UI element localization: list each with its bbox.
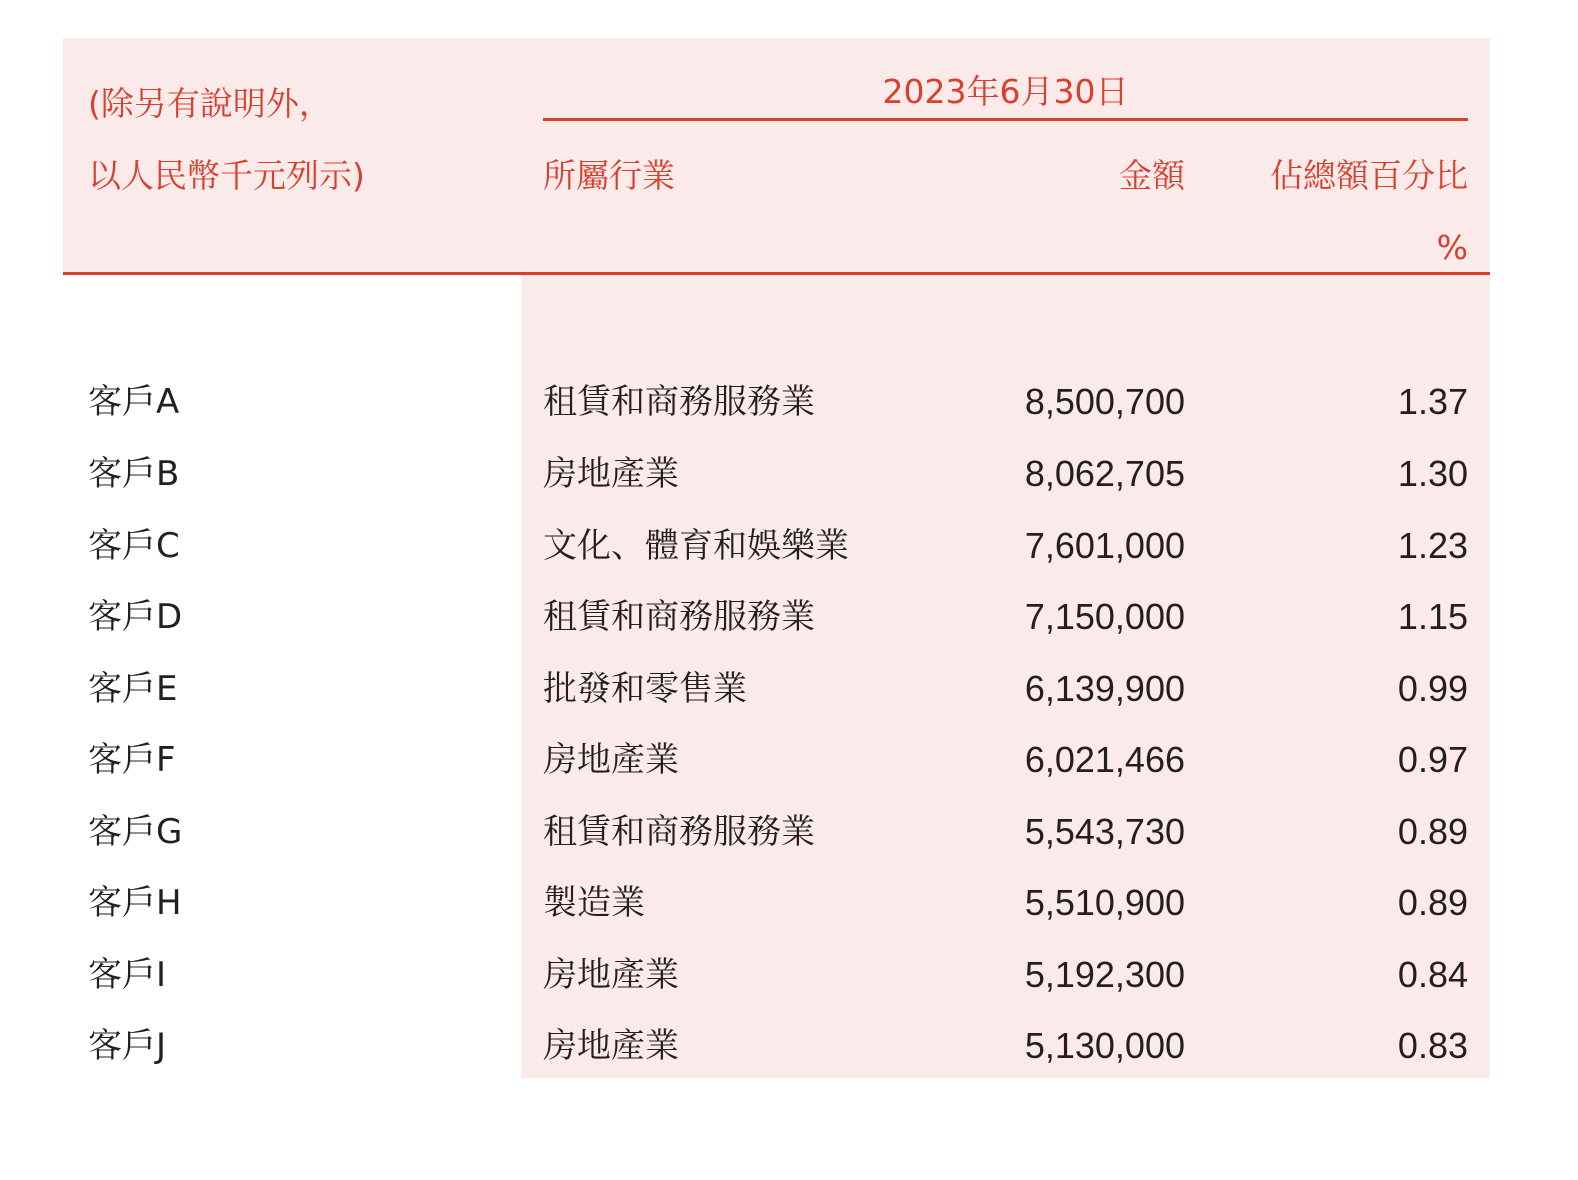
header-bottom-rule xyxy=(63,272,1490,275)
customer-cell: 客戶D xyxy=(88,597,183,637)
percent-cell: 0.99 xyxy=(1397,668,1468,709)
unit-note-line2: 以人民幣千元列示) xyxy=(88,156,365,195)
amount-cell: 7,601,000 xyxy=(1024,525,1185,566)
amount-cell: 6,021,466 xyxy=(1024,739,1185,780)
period-date-header: 2023年6月30日 xyxy=(882,72,1129,111)
industry-cell: 房地產業 xyxy=(543,955,679,995)
industry-column-header: 所屬行業 xyxy=(543,156,675,195)
percent-cell: 0.97 xyxy=(1397,739,1468,780)
industry-cell: 租賃和商務服務業 xyxy=(543,597,815,637)
amount-cell: 8,500,700 xyxy=(1024,381,1185,422)
unit-note-line1: (除另有說明外， xyxy=(88,84,332,123)
amount-cell: 5,543,730 xyxy=(1024,811,1185,852)
amount-cell: 7,150,000 xyxy=(1024,596,1185,637)
percent-cell: 1.37 xyxy=(1397,381,1468,422)
amount-cell: 8,062,705 xyxy=(1024,453,1185,494)
customer-cell: 客戶E xyxy=(88,669,178,709)
percent-cell: 1.23 xyxy=(1397,525,1468,566)
percent-unit-label: % xyxy=(1436,228,1468,267)
industry-cell: 房地產業 xyxy=(543,454,679,494)
customer-cell: 客戶A xyxy=(88,382,180,422)
date-underline xyxy=(543,118,1468,121)
industry-cell: 批發和零售業 xyxy=(543,669,747,709)
industry-cell: 租賃和商務服務業 xyxy=(543,812,815,852)
customer-cell: 客戶J xyxy=(88,1026,167,1066)
customer-cell: 客戶G xyxy=(88,812,183,852)
industry-cell: 房地產業 xyxy=(543,740,679,780)
percent-cell: 0.83 xyxy=(1397,1025,1468,1066)
percent-cell: 1.30 xyxy=(1397,453,1468,494)
amount-cell: 5,192,300 xyxy=(1024,954,1185,995)
industry-cell: 製造業 xyxy=(543,883,645,923)
customer-cell: 客戶B xyxy=(88,454,180,494)
percent-cell: 0.84 xyxy=(1397,954,1468,995)
amount-cell: 5,510,900 xyxy=(1024,882,1185,923)
percent-cell: 0.89 xyxy=(1397,811,1468,852)
amount-cell: 6,139,900 xyxy=(1024,668,1185,709)
customer-cell: 客戶H xyxy=(88,883,182,923)
amount-cell: 5,130,000 xyxy=(1024,1025,1185,1066)
industry-cell: 文化、體育和娛樂業 xyxy=(543,526,849,566)
percent-column-header: 佔總額百分比 xyxy=(1270,156,1468,195)
customer-cell: 客戶I xyxy=(88,955,167,995)
industry-cell: 房地產業 xyxy=(543,1026,679,1066)
percent-cell: 0.89 xyxy=(1397,882,1468,923)
industry-cell: 租賃和商務服務業 xyxy=(543,382,815,422)
percent-cell: 1.15 xyxy=(1397,596,1468,637)
customer-cell: 客戶F xyxy=(88,740,176,780)
customer-cell: 客戶C xyxy=(88,526,180,566)
amount-column-header: 金額 xyxy=(1119,156,1185,195)
